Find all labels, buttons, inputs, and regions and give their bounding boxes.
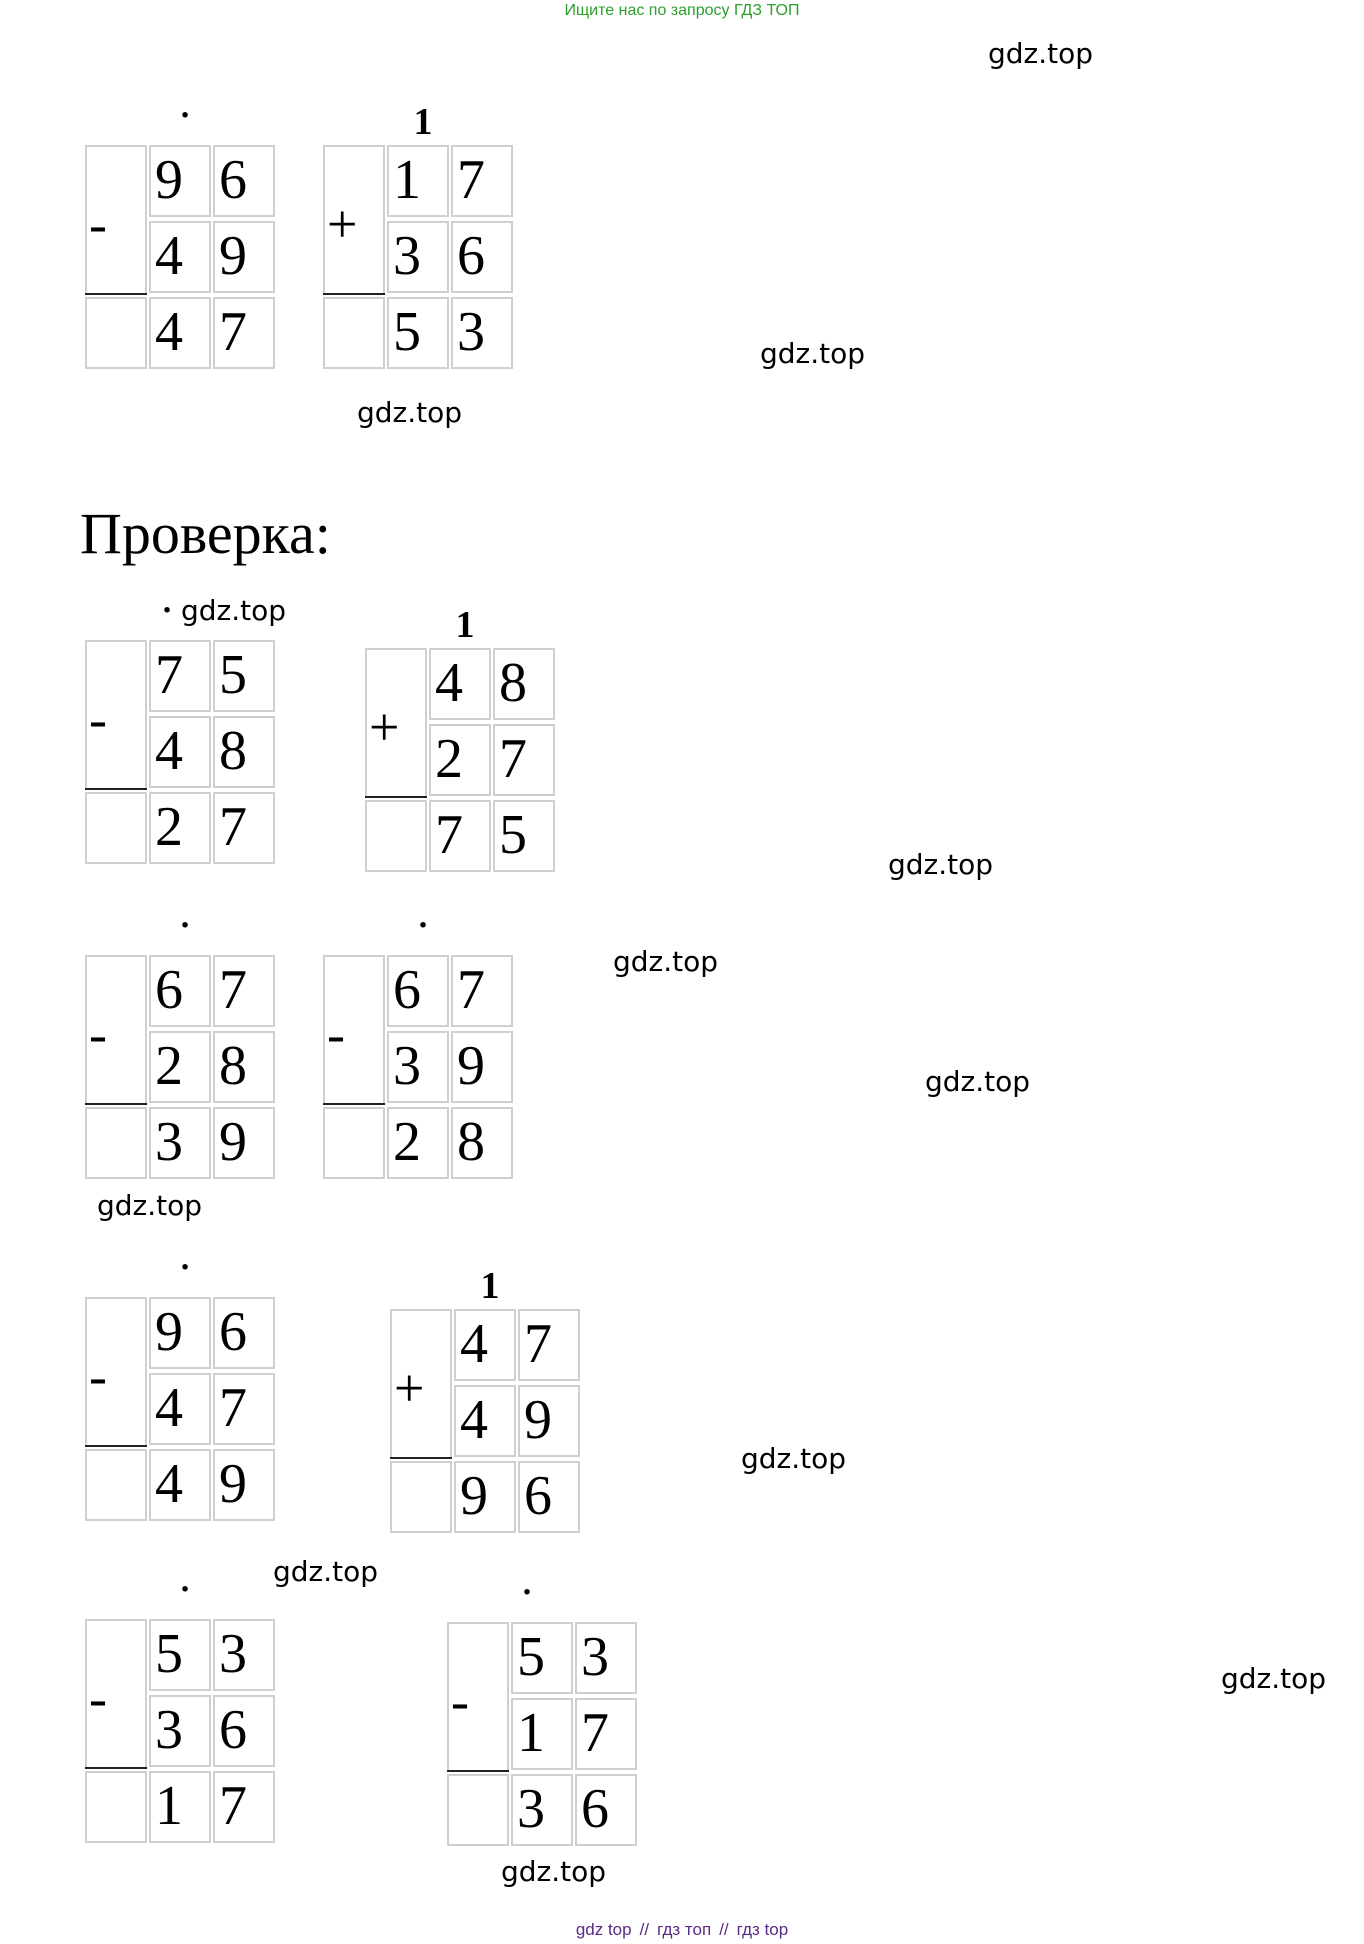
footer-links <box>0 1920 1364 1940</box>
digit-cell: 3 <box>511 1774 573 1846</box>
digit-cell: 7 <box>213 1771 275 1843</box>
digit-cell: 5 <box>511 1622 573 1694</box>
carry-mark: · <box>417 907 429 944</box>
watermark: gdz.top <box>273 1555 379 1588</box>
operator-sign: + <box>369 697 400 757</box>
digit-cell: 8 <box>213 1031 275 1103</box>
digit-cell: 7 <box>149 640 211 712</box>
operator-sign: - <box>89 689 107 749</box>
sum-line <box>323 1103 385 1105</box>
carry-mark: 1 <box>413 101 433 143</box>
sum-line <box>85 1767 147 1769</box>
digit-cell: 4 <box>149 1373 211 1445</box>
digit-cell: 7 <box>575 1698 637 1770</box>
operation-block <box>85 907 285 1205</box>
digit-cell: 7 <box>213 1373 275 1445</box>
digit-cell: 3 <box>575 1622 637 1694</box>
digit-cell: 4 <box>454 1309 516 1381</box>
carry-mark: · <box>179 1571 191 1608</box>
digit-cell: 2 <box>387 1107 449 1179</box>
digit-cell: 3 <box>149 1107 211 1179</box>
digit-cell: 7 <box>429 800 491 872</box>
sum-line <box>85 293 147 295</box>
operator-cell <box>447 1774 509 1846</box>
operator-cell <box>85 297 147 369</box>
digit-cell: 1 <box>149 1771 211 1843</box>
digit-cell: 3 <box>387 1031 449 1103</box>
operator-sign: - <box>89 1004 107 1064</box>
carry-mark: · <box>521 1574 533 1611</box>
carry-mark: · <box>161 592 173 629</box>
digit-cell: 9 <box>454 1461 516 1533</box>
carry-mark: · <box>179 97 191 134</box>
digit-cell: 4 <box>454 1385 516 1457</box>
operator-cell <box>85 1107 147 1179</box>
operator-cell <box>365 800 427 872</box>
operation-block <box>365 604 565 898</box>
watermark: gdz.top <box>760 337 866 370</box>
sum-line <box>447 1770 509 1772</box>
digit-cell: 6 <box>387 955 449 1027</box>
footer-link[interactable]: gdz top <box>575 1920 632 1939</box>
digit-cell: 1 <box>511 1698 573 1770</box>
operator-sign: - <box>89 194 107 254</box>
sum-line <box>323 293 385 295</box>
digit-cell: 6 <box>149 955 211 1027</box>
operation-block <box>447 1574 647 1872</box>
watermark: gdz.top <box>357 396 463 429</box>
digit-cell: 6 <box>451 221 513 293</box>
sum-line <box>365 796 427 798</box>
digit-cell: 7 <box>213 792 275 864</box>
digit-cell: 9 <box>213 221 275 293</box>
digit-cell: 2 <box>149 1031 211 1103</box>
watermark: gdz.top <box>613 945 719 978</box>
carry-mark: · <box>179 1249 191 1286</box>
operation-block <box>323 907 523 1205</box>
digit-cell: 5 <box>213 640 275 712</box>
digit-cell: 3 <box>149 1695 211 1767</box>
carry-mark: 1 <box>480 1265 500 1307</box>
digit-cell: 3 <box>387 221 449 293</box>
operator-cell <box>390 1461 452 1533</box>
footer-separator: // <box>639 1920 650 1939</box>
digit-cell: 6 <box>575 1774 637 1846</box>
sum-line <box>85 788 147 790</box>
sum-line <box>85 1445 147 1447</box>
footer-separator: // <box>719 1920 729 1939</box>
operation-block <box>390 1265 590 1559</box>
watermark: gdz.top <box>925 1065 1031 1098</box>
sum-line <box>85 1103 147 1105</box>
watermark: gdz.top <box>741 1442 847 1475</box>
digit-cell: 9 <box>213 1107 275 1179</box>
digit-cell: 5 <box>493 800 555 872</box>
watermark: gdz.top <box>988 37 1094 70</box>
footer-link[interactable]: гдз top <box>736 1920 789 1939</box>
digit-cell: 2 <box>149 792 211 864</box>
digit-cell: 9 <box>149 145 211 217</box>
operator-sign: + <box>327 194 358 254</box>
digit-cell: 9 <box>518 1385 580 1457</box>
digit-cell: 1 <box>387 145 449 217</box>
digit-cell: 4 <box>429 648 491 720</box>
digit-cell: 7 <box>451 955 513 1027</box>
top-banner: Ищите нас по запросу ГДЗ ТОП <box>564 2 800 19</box>
operation-block <box>323 101 523 395</box>
operation-block <box>85 1249 285 1547</box>
operator-sign: - <box>451 1671 469 1731</box>
operator-cell <box>323 1107 385 1179</box>
digit-cell: 7 <box>518 1309 580 1381</box>
digit-cell: 8 <box>493 648 555 720</box>
footer-link[interactable]: гдз топ <box>657 1920 712 1939</box>
digit-cell: 8 <box>213 716 275 788</box>
operator-cell <box>323 297 385 369</box>
digit-cell: 3 <box>213 1619 275 1691</box>
watermark: gdz.top <box>181 594 287 627</box>
watermark: gdz.top <box>1221 1662 1327 1695</box>
digit-cell: 7 <box>213 297 275 369</box>
operation-block <box>85 97 285 395</box>
digit-cell: 7 <box>493 724 555 796</box>
carry-mark: 1 <box>455 604 475 646</box>
digit-cell: 5 <box>387 297 449 369</box>
sum-line <box>390 1457 452 1459</box>
operator-sign: - <box>89 1668 107 1728</box>
operator-sign: + <box>394 1358 425 1418</box>
digit-cell: 7 <box>451 145 513 217</box>
operator-cell <box>85 792 147 864</box>
digit-cell: 6 <box>518 1461 580 1533</box>
digit-cell: 7 <box>213 955 275 1027</box>
digit-cell: 3 <box>451 297 513 369</box>
operation-block <box>85 1571 285 1869</box>
digit-cell: 6 <box>213 1695 275 1767</box>
digit-cell: 4 <box>149 221 211 293</box>
digit-cell: 5 <box>149 1619 211 1691</box>
digit-cell: 2 <box>429 724 491 796</box>
digit-cell: 6 <box>213 1297 275 1369</box>
digit-cell: 4 <box>149 297 211 369</box>
digit-cell: 9 <box>451 1031 513 1103</box>
watermark: gdz.top <box>888 848 994 881</box>
watermark: gdz.top <box>97 1189 203 1222</box>
digit-cell: 8 <box>451 1107 513 1179</box>
digit-cell: 6 <box>213 145 275 217</box>
watermark: gdz.top <box>501 1855 607 1888</box>
operator-cell <box>85 1449 147 1521</box>
carry-mark: · <box>179 907 191 944</box>
operator-sign: - <box>327 1004 345 1064</box>
operator-cell <box>85 1771 147 1843</box>
page-heading: Проверка: <box>80 501 331 566</box>
operator-sign: - <box>89 1346 107 1406</box>
digit-cell: 9 <box>213 1449 275 1521</box>
digit-cell: 9 <box>149 1297 211 1369</box>
digit-cell: 4 <box>149 1449 211 1521</box>
digit-cell: 4 <box>149 716 211 788</box>
